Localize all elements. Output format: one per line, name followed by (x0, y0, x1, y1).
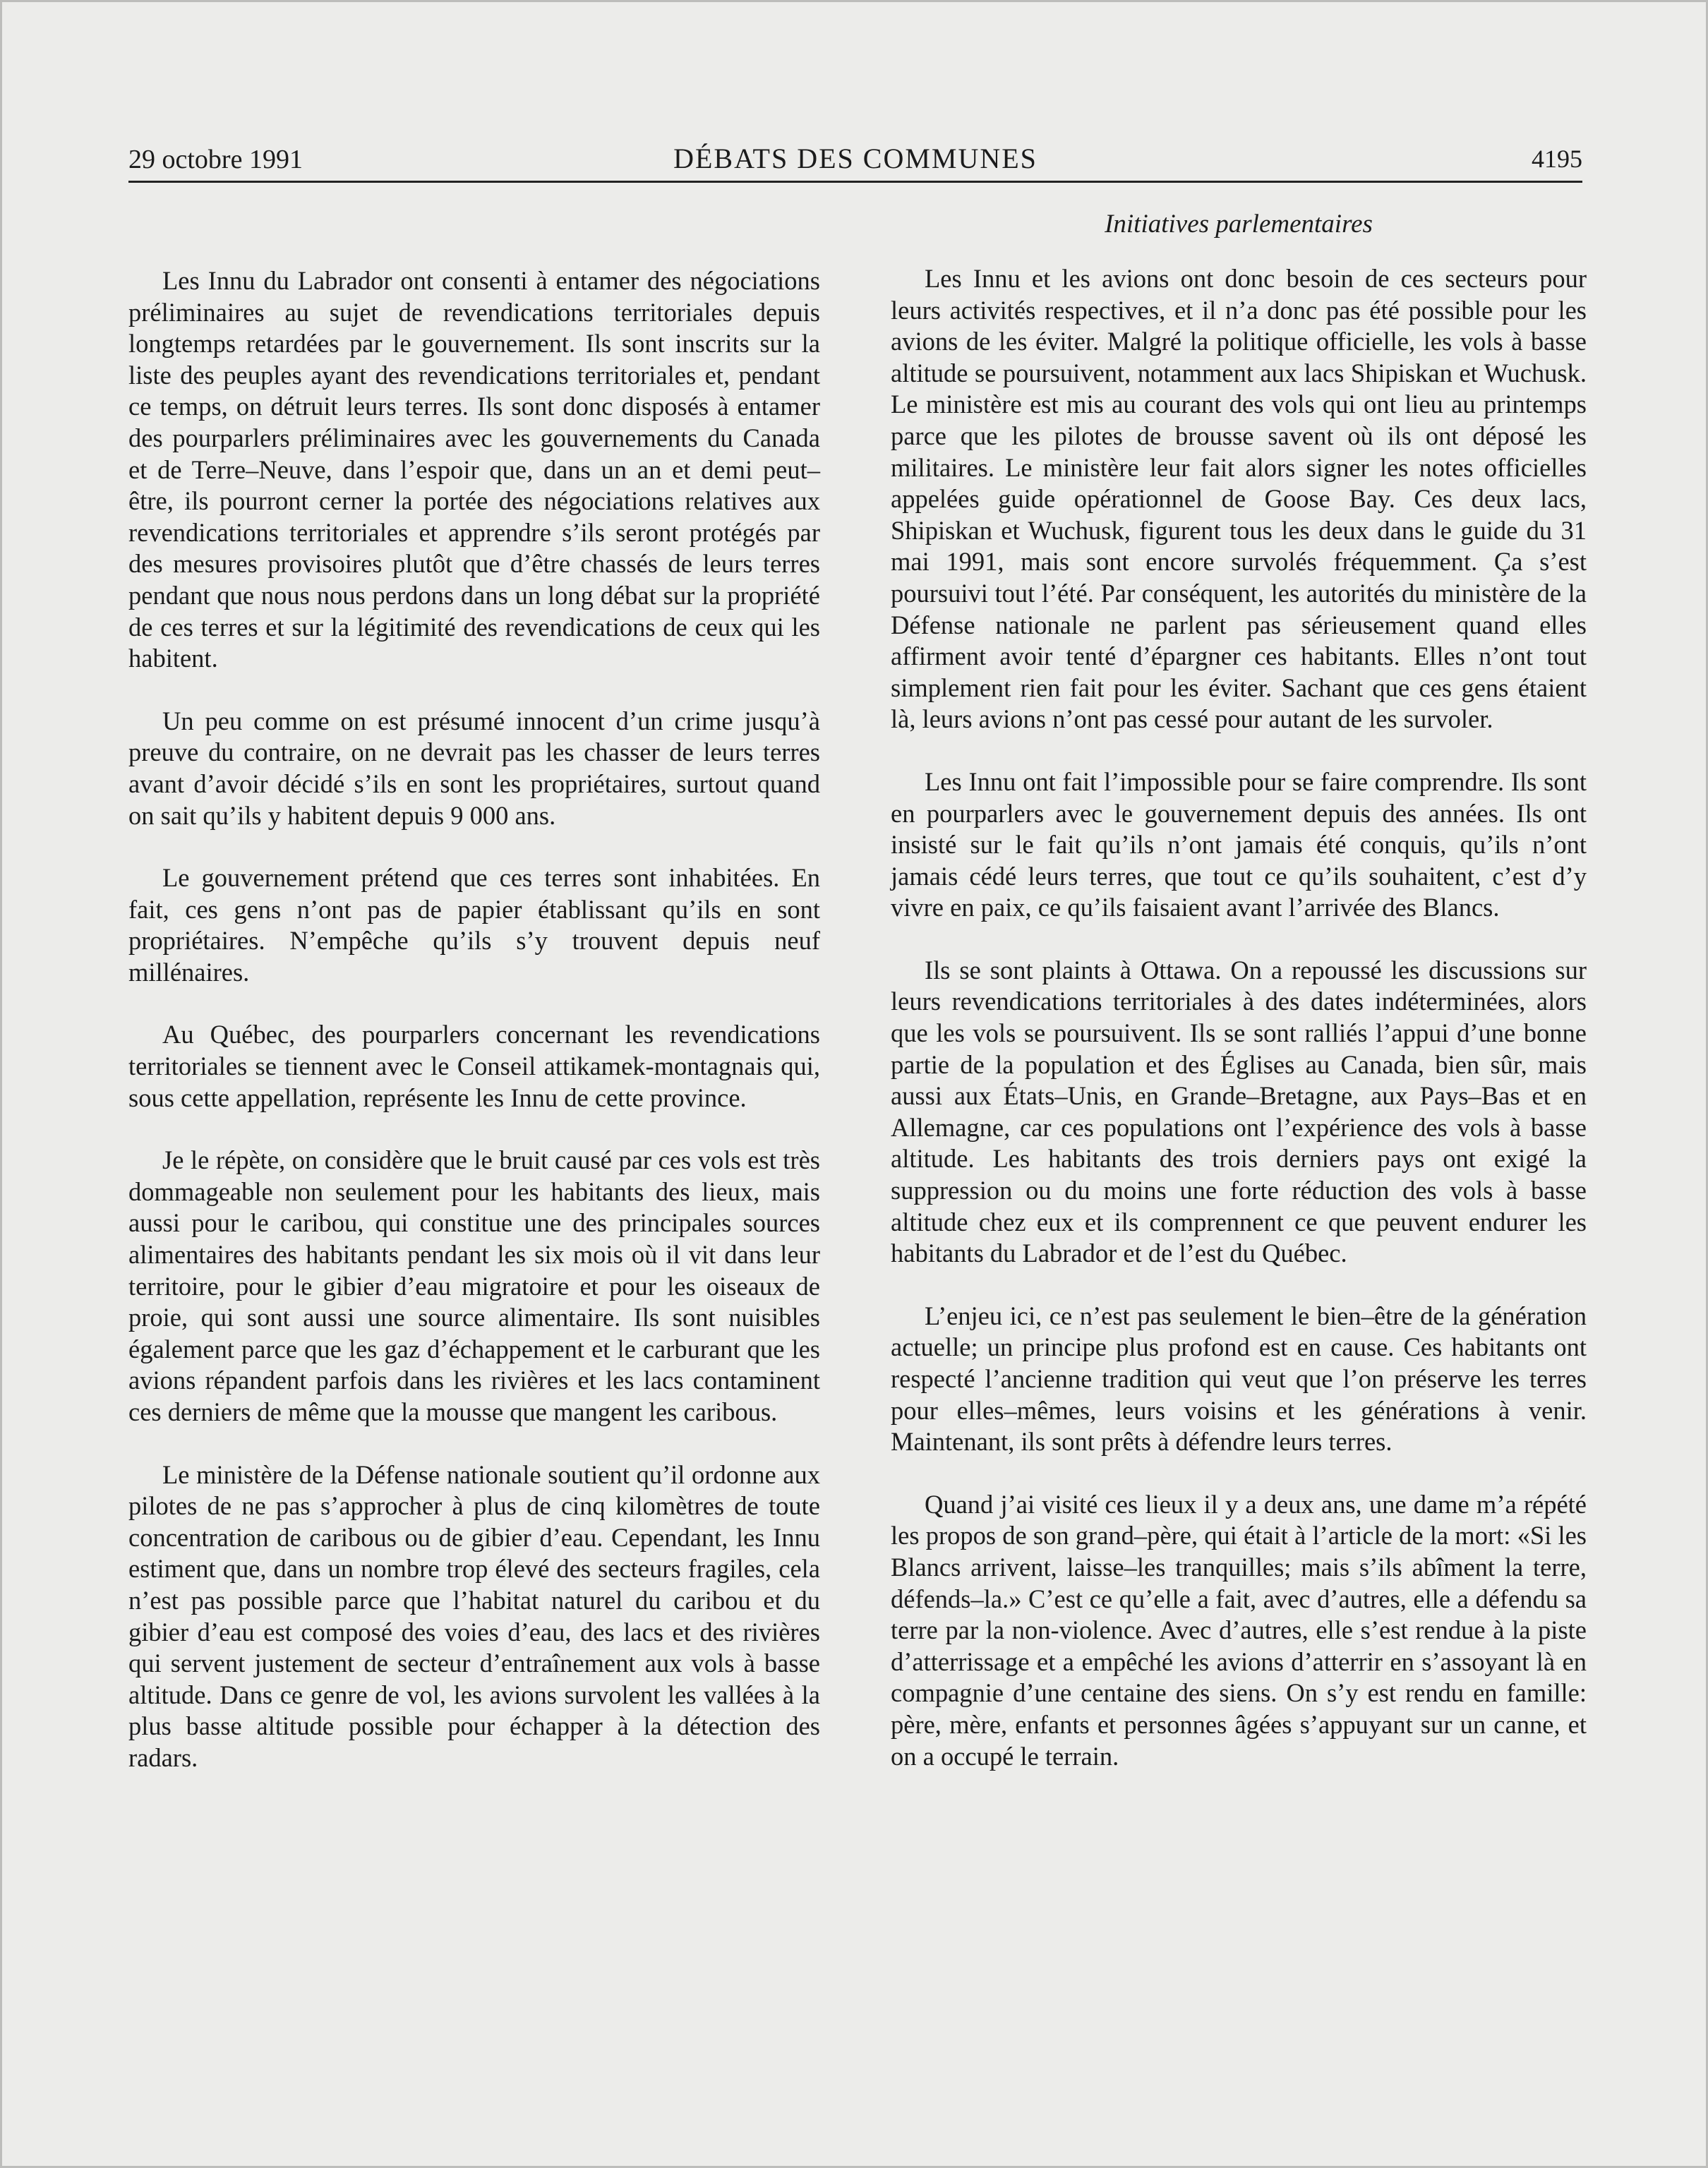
paragraph: Quand j’ai visité ces lieux il y a deux ans, une dame m’a répété les propos de son grand–père, qui était à l’article de la mort: «Si les Blancs arrivent, laisse–les tranquilles; mais s’ils abîment la terre, défends–la.» C’est ce qu’elle a fait, avec d’autres, elle a défendu sa terre par la non-violence. Avec d’autres, elle s’est rendue à la piste d’atterrissage et a empêché les avions d’atterrir en s’assoyant là en compagnie d’une centaine des siens. On s’y est rendu en famille: père, mère, enfants et personnes âgées s’appuyant sur un canne, et on a occupé le terrain. (891, 1489, 1587, 1771)
paragraph: Le ministère de la Défense nationale soutient qu’il ordonne aux pilotes de ne pas s’approcher à plus de cinq kilomètres de toute concentration de caribous ou de gibier d’eau. Cependant, les Innu estiment que, dans un nombre trop élevé des secteurs fragiles, cela n’est pas possible parce que l’habitat naturel du caribou et du gibier d’eau est composé des voies d’eau, des lacs et des rivières qui servent justement de secteur d’entraînement aux vols à basse altitude. Dans ce genre de vol, les avions survolent les vallées à la plus basse altitude possible pour échapper à la détection des radars. (128, 1459, 820, 1772)
page-header (128, 138, 1582, 183)
paragraph: Ils se sont plaints à Ottawa. On a repoussé les discussions sur leurs revendications territoriales à des dates indéterminées, alors que les vols se poursuivent. Ils se sont ralliés l’appui d’une bonne partie de la population et des Églises au Canada, bien sûr, mais aussi aux États–Unis, en Grande–Bretagne, aux Pays–Bas et en Allemagne, car ces populations ont l’expérience des vols à basse altitude. Les habitants des trois derniers pays ont exigé la suppression ou du moins une forte réduction des vols à basse altitude chez eux et ils comprennent ce que peuvent endurer les habitants du Labrador et de l’est du Québec. (891, 955, 1587, 1268)
paragraph: Un peu comme on est présumé innocent d’un crime jusqu’à preuve du contraire, on ne devrait pas les chasser de leurs terres avant d’avoir décidé s’ils en sont les propriétaires, surtout quand on sait qu’ils y habitent depuis 9 000 ans. (128, 706, 820, 830)
paragraph: Au Québec, des pourparlers concernant les revendications territoriales se tiennent avec le Conseil attikamek-montagnais qui, sous cette appellation, représente les Innu de cette province. (128, 1020, 820, 1112)
left-column (128, 265, 820, 1805)
paragraph: L’enjeu ici, ce n’est pas seulement le bien–être de la génération actuelle; un principe plus profond est en cause. Ces habitants ont respecté l’ancienne tradition qui veut que l’on préserve les terres pour elles–mêmes, leurs voisins et les générations à venir. Maintenant, ils sont prêts à défendre leurs terres. (891, 1301, 1587, 1457)
paragraph: Je le répète, on considère que le bruit causé par ces vols est très dommageable non seulement pour les habitants des lieux, mais aussi pour le caribou, qui constitue une des principales sources alimentaires des habitants pendant les six mois où il vit dans leur territoire, pour le gibier d’eau migratoire et pour les oiseaux de proie, qui sont aussi une source alimentaire. Ils sont nuisibles également parce que les gaz d’échappement et le carburant que les avions répandent parfois dans les rivières et les lacs contaminent ces derniers de même que la mousse que mangent les caribous. (128, 1145, 820, 1426)
paragraph: Les Innu du Labrador ont consenti à entamer des négociations préliminaires au sujet de revendications territoriales depuis longtemps retardées par le gouvernement. Ils sont inscrits sur la liste des peuples ayant des revendications territoriales et, pendant ce temps, on détruit leurs terres. Ils sont donc disposés à entamer des pourparlers préliminaires avec les gouvernements du Canada et de Terre–Neuve, dans l’espoir que, dans un an et demi peut–être, ils pourront cerner la portée des négociations relatives aux revendications territoriales et apprendre s’ils seront protégés par des mesures provisoires plutôt que d’être chassés de leurs terres pendant que nous nous perdons dans un long débat sur la propriété de ces terres et sur la légitimité des revendications de ceux qui les habitent. (128, 266, 820, 673)
header-page-number: 4195 (1532, 145, 1582, 173)
right-column (891, 263, 1587, 1803)
header-date: 29 octobre 1991 (128, 145, 303, 174)
paragraph: Les Innu ont fait l’impossible pour se faire comprendre. Ils sont en pourparlers avec le gouvernement depuis des années. Ils ont insisté sur le fait qu’ils n’ont jamais été conquis, qu’ils n’ont jamais cédé leurs terres, que tout ce qu’ils souhaitent, c’est d’y vivre en paix, ce qu’ils faisaient avant l’arrivée des Blancs. (891, 766, 1587, 922)
paragraph: Le gouvernement prétend que ces terres sont inhabitées. En fait, ces gens n’ont pas de papier établissant qu’ils en sont propriétaires. N’empêche qu’ils s’y trouvent depuis neuf millénaires. (128, 863, 820, 987)
paragraph: Les Innu et les avions ont donc besoin de ces secteurs pour leurs activités respectives, et il n’a donc pas été possible pour les avions de les éviter. Malgré la politique officielle, les vols à basse altitude se poursuivent, notamment aux lacs Shipiskan et Wuchusk. Le ministère est mis au courant des vols qui ont lieu au printemps parce que les pilotes de brousse savent où ils ont déposé les militaires. Le ministère leur fait alors signer les notes officielles appelées guide opérationnel de Goose Bay. Ces deux lacs, Shipiskan et Wuchusk, figurent tous les deux dans le guide du 31 mai 1991, mais sont encore survolés fréquemment. Ça s’est poursuivi tout l’été. Par conséquent, les autorités du ministère de la Défense nationale ne parlent pas sérieusement quand elles affirment avoir tenté d’épargner ces habitants. Elles n’ont tout simplement rien fait pour les éviter. Sachant que ces gens étaient là, leurs avions n’ont pas cessé pour autant de les survoler. (891, 264, 1587, 734)
header-title: DÉBATS DES COMMUNES (673, 143, 1038, 174)
section-label: Initiatives parlementaires (1105, 210, 1373, 239)
